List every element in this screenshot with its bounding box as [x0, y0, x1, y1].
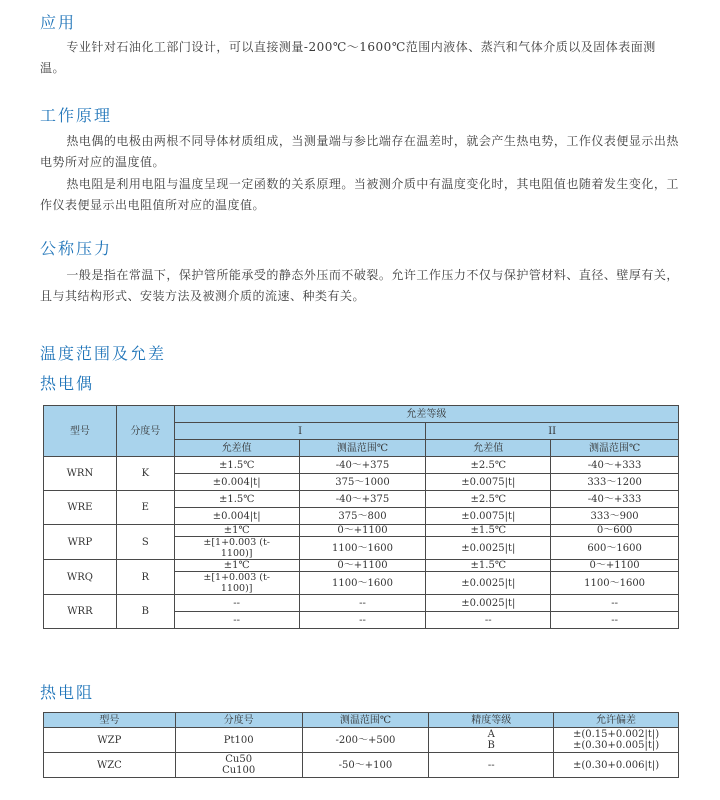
cell: 0～+1100	[299, 560, 426, 572]
row-model: WRQ	[44, 560, 117, 595]
header-tol-value-1: 允差值	[174, 440, 299, 457]
section-title-application: 应用	[40, 13, 77, 32]
cell: 333～1200	[551, 474, 679, 491]
header-model: 型号	[44, 406, 117, 457]
cell: --	[299, 595, 426, 612]
rtd-header-model: 型号	[44, 713, 176, 728]
cell: -40～+333	[551, 491, 679, 508]
row-graduation: R	[116, 560, 174, 595]
rtd-grade-line: B	[487, 740, 495, 751]
rtd-header-range: 测温范围℃	[302, 713, 429, 728]
rtd-deviation-line: ±(0.30+0.005|t|)	[572, 740, 660, 751]
rtd-table	[43, 712, 679, 778]
cell: ±0.004|t|	[174, 508, 299, 525]
subsection-title-thermocouple: 热电偶	[40, 374, 95, 393]
cell: ±1.5℃	[174, 457, 299, 474]
cell: ±1℃	[174, 560, 299, 572]
cell: ±0.004|t|	[174, 474, 299, 491]
row-model: WRP	[44, 525, 117, 560]
cell: 1100～1600	[299, 537, 426, 560]
application-paragraph: 专业针对石油化工部门设计，可以直接测量-200℃～1600℃范围内液体、蒸汽和气体介质以及固体表面测温。	[40, 40, 656, 75]
cell: ±2.5℃	[426, 491, 551, 508]
cell: 1100～1600	[551, 572, 679, 595]
cell: 375～800	[299, 508, 426, 525]
cell: --	[551, 595, 679, 612]
header-range-2: 测温范围℃	[551, 440, 679, 457]
principle-paragraph-2: 热电阻是利用电阻与温度呈现一定函数的关系原理。当被测介质中有温度变化时，其电阻值也随着发生变化，工作仪表便显示出电阻值所对应的温度值。	[40, 177, 679, 212]
cell: ±1℃	[174, 525, 299, 537]
rtd-row-deviation	[554, 728, 679, 753]
cell: 1100～1600	[299, 572, 426, 595]
cell: -40～+375	[299, 491, 426, 508]
header-range-1: 测温范围℃	[299, 440, 426, 457]
header-tolerance-grade: 允差等级	[174, 406, 678, 423]
cell: --	[174, 595, 299, 612]
cell: --	[426, 612, 551, 629]
subsection-title-rtd: 热电阻	[40, 683, 95, 702]
cell: ±1.5℃	[426, 525, 551, 537]
principle-paragraph-1: 热电偶的电极由两根不同导体材质组成，当测量端与参比端存在温差时，就会产生热电势，工作仪表便显示出热电势所对应的温度值。	[40, 134, 679, 169]
rtd-graduation-line: Cu100	[222, 765, 256, 776]
cell: 0～+1100	[551, 560, 679, 572]
cell: 375～1000	[299, 474, 426, 491]
row-model: WRR	[44, 595, 117, 629]
cell: 333～900	[551, 508, 679, 525]
pressure-paragraph: 一般是指在常温下，保护管所能承受的静态外压而不破裂。允许工作压力不仅与保护管材料、直径、壁厚有关，且与其结构形式、安装方法及被测介质的流速、种类有关。	[40, 268, 679, 303]
cell: -40～+333	[551, 457, 679, 474]
rtd-row-deviation: ±(0.30+0.006|t|)	[554, 753, 679, 778]
rtd-header-graduation: 分度号	[175, 713, 302, 728]
cell: ±1.5℃	[426, 560, 551, 572]
cell: 0～+1100	[299, 525, 426, 537]
row-graduation: B	[116, 595, 174, 629]
row-model: WRE	[44, 491, 117, 525]
row-model: WRN	[44, 457, 117, 491]
cell: ±[1+0.003 (t-1100)]	[174, 572, 299, 595]
cell: -40～+375	[299, 457, 426, 474]
row-graduation: S	[116, 525, 174, 560]
rtd-row-model: WZP	[44, 728, 176, 753]
rtd-row-range: -200～+500	[302, 728, 429, 753]
thermocouple-table	[43, 405, 679, 629]
cell: ±0.0075|t|	[426, 474, 551, 491]
header-grade-2: II	[426, 423, 679, 440]
cell: ±[1+0.003 (t-1100)]	[174, 537, 299, 560]
rtd-row-grade	[429, 728, 554, 753]
cell: --	[299, 612, 426, 629]
cell: ±2.5℃	[426, 457, 551, 474]
cell: --	[551, 612, 679, 629]
cell: ±0.0025|t|	[426, 537, 551, 560]
rtd-row-model: WZC	[44, 753, 176, 778]
rtd-row-range: -50～+100	[302, 753, 429, 778]
cell: 0～600	[551, 525, 679, 537]
cell: ±0.0025|t|	[426, 572, 551, 595]
rtd-row-grade: --	[429, 753, 554, 778]
rtd-deviation-line: ±(0.15+0.002|t|)	[572, 729, 660, 740]
cell: ±0.0075|t|	[426, 508, 551, 525]
header-graduation: 分度号	[116, 406, 174, 457]
cell: 600～1600	[551, 537, 679, 560]
rtd-header-grade: 精度等级	[429, 713, 554, 728]
section-title-pressure: 公称压力	[40, 239, 113, 258]
rtd-row-graduation: Pt100	[175, 728, 302, 753]
cell: --	[174, 612, 299, 629]
section-title-range: 温度范围及允差	[40, 344, 167, 363]
cell: ±0.0025|t|	[426, 595, 551, 612]
cell: ±1.5℃	[174, 491, 299, 508]
header-tol-value-2: 允差值	[426, 440, 551, 457]
header-grade-1: I	[174, 423, 426, 440]
rtd-row-graduation	[175, 753, 302, 778]
rtd-grade-line: A	[487, 729, 495, 740]
rtd-graduation-line: Cu50	[225, 754, 253, 765]
row-graduation: E	[116, 491, 174, 525]
rtd-header-deviation: 允许偏差	[554, 713, 679, 728]
section-title-principle: 工作原理	[40, 106, 113, 125]
row-graduation: K	[116, 457, 174, 491]
